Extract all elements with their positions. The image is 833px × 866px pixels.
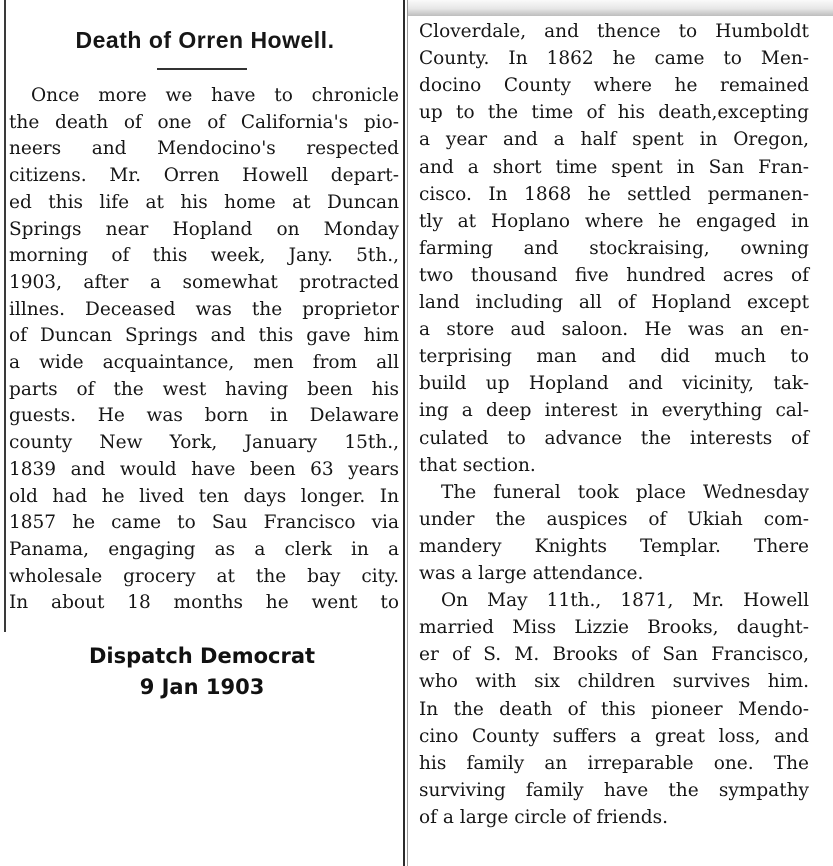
article-text-line: married Miss Lizzie Brooks, daught- [419,617,809,639]
left-border-rule [4,0,6,632]
article-text-line: tly at Hoplano where he engaged in [419,210,809,232]
article-text-line: of Duncan Springs and this gave him [9,325,399,347]
article-text-line: Cloverdale, and thence to Humboldt [419,21,809,42]
article-text-line: er of S. M. Brooks of San Francisco, [419,644,809,666]
article-text-line: a store aud saloon. He was an en- [419,319,809,341]
article-text-line: his family an irreparable one. The [419,752,809,774]
article-text-line: guests. He was born in Delaware [9,405,399,427]
article-text-line: ing a deep interest in everything cal- [419,400,809,422]
article-text-line: citizens. Mr. Orren Howell depart- [9,165,399,187]
article-text-line: a year and a half spent in Oregon, [419,129,809,151]
article-text-line: build up Hopland and vicinity, tak- [419,373,809,395]
article-text-line: county New York, January 15th., [9,432,399,454]
article-text-line: surviving family have the sympathy [419,779,809,801]
article-text-line: up to the time of his death,excepting [419,102,809,124]
article-text-line: Panama, engaging as a clerk in a [9,538,399,560]
article-text-line: 1839 and would have been 63 years [9,458,399,480]
article-text-line: Once more we have to chronicle [31,85,399,106]
article-text-line: who with six children survives him. [419,671,809,693]
article-text-line: In the death of this pioneer Mendo- [419,698,809,720]
article-text-line: the death of one of California's pio- [9,111,399,133]
article-text-line: and a short time spent in San Fran- [419,156,809,178]
article-text-line: 1903, after a somewhat protracted [9,271,399,293]
source-paper-name: Dispatch Democrat [88,644,316,668]
article-text-line: mandery Knights Templar. There [419,535,809,557]
article-text-line: two thousand five hundred acres of [419,264,809,286]
article-text-line: that section. [419,454,536,476]
article-headline: Death of Orren Howell. [75,27,335,53]
article-text-line: wholesale grocery at the bay city. [9,565,399,587]
article-text-line: morning of this week, Jany. 5th., [9,245,399,267]
article-text-line: parts of the west having been his [9,378,399,400]
article-text-line: On May 11th., 1871, Mr. Howell [441,590,809,612]
article-text-line: illnes. Deceased was the proprietor [9,298,399,320]
article-text-line: of a large circle of friends. [419,806,669,828]
article-text-line: 1857 he came to Sau Francisco via [9,512,399,534]
article-text-line: cisco. In 1868 he settled permanen- [419,183,809,205]
article-text-line: In about 18 months he went to [9,592,399,614]
column-divider [403,0,405,866]
source-date: 9 Jan 1903 [139,675,265,699]
top-border-rule [408,0,833,16]
article-text-line: neers and Mendocino's respected [9,138,399,160]
article-text-line: terprising man and did much to [419,346,809,368]
article-text-line: County. In 1862 he came to Men- [419,48,809,70]
column-divider-shadow [407,0,408,866]
article-text-line: culated to advance the interests of [419,427,809,449]
article-text-line: land including all of Hopland except [419,292,809,313]
headline-rule [157,68,247,70]
article-text-line: was a large attendance. [419,563,644,584]
article-text-line: a wide acquaintance, men from all [9,352,399,373]
article-text-line: Springs near Hopland on Monday [9,218,399,240]
article-text-line: farming and stockraising, owning [419,237,809,259]
article-text-line: old had he lived ten days longer. In [9,485,399,507]
article-text-line: ed this life at his home at Duncan [9,191,399,213]
article-text-line: docino County where he remained [419,75,809,97]
article-text-line: cino County suffers a great loss, and [419,725,809,747]
article-text-line: under the auspices of Ukiah com- [419,508,809,530]
article-text-line: The funeral took place Wednesday [441,481,809,503]
